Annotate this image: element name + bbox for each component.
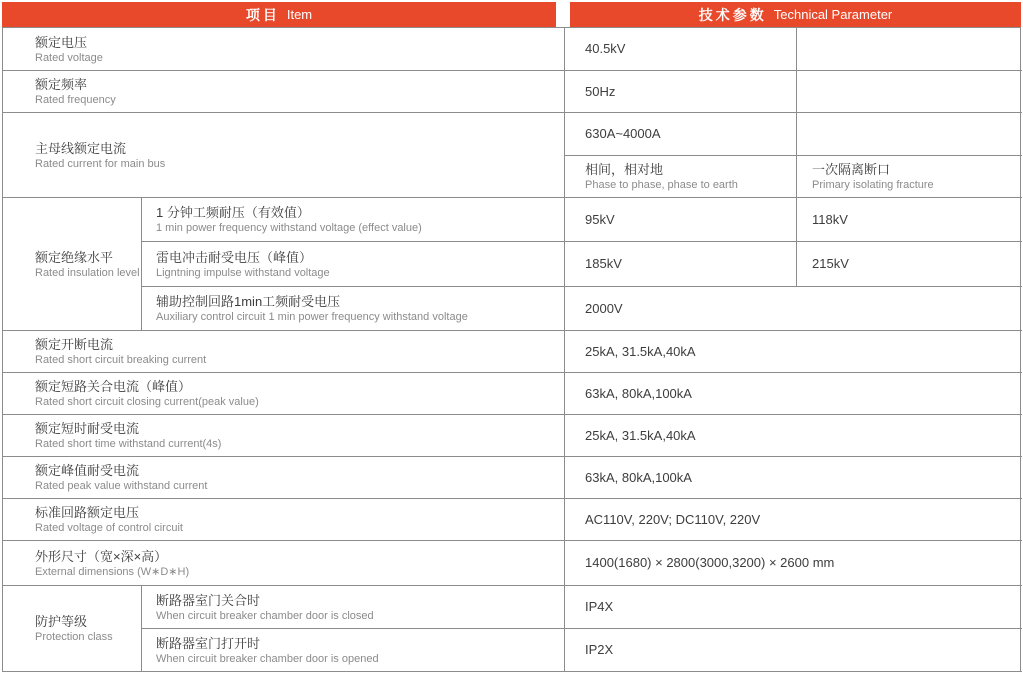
row-short-time-current-value <box>564 415 1022 457</box>
row-rated-frequency-value2-empty <box>796 71 1022 113</box>
row-control-voltage-label <box>3 499 564 541</box>
value-text: 50Hz <box>585 83 616 99</box>
label-zh: 主母线额定电流 <box>35 140 127 156</box>
value-text: 2000V <box>585 300 623 316</box>
label-en: Rated voltage <box>35 51 103 64</box>
row-breaking-current-label <box>3 331 564 373</box>
label-en: When circuit breaker chamber door is opened <box>156 652 379 665</box>
value-text: IP2X <box>585 642 614 657</box>
label-en: When circuit breaker chamber door is closed <box>156 609 374 622</box>
label-en: Rated short circuit closing current(peak value) <box>35 396 259 408</box>
label-en: Protection class <box>35 631 113 643</box>
label-en: Ligntning impulse withstand voltage <box>156 266 330 279</box>
label-zh: 防护等级 <box>35 614 88 629</box>
header-item-en: Item <box>286 7 313 22</box>
label-zh: 断路器室门关合时 <box>156 592 261 608</box>
row-short-time-current-label <box>3 415 564 457</box>
row-door-opened-label <box>141 629 564 672</box>
label-en: Phase to phase, phase to earth <box>585 179 738 191</box>
value-text: 40.5kV <box>585 41 626 56</box>
label-en: 1 min power frequency withstand voltage (effect value) <box>156 222 422 234</box>
label-zh: 1 分钟工频耐压（有效值） <box>156 205 310 220</box>
label-zh: 额定峰值耐受电流 <box>35 463 140 478</box>
label-zh: 额定频率 <box>35 77 88 92</box>
value-text: 63kA, 80kA,100kA <box>585 385 692 401</box>
group-insulation-label <box>3 198 141 331</box>
row-peak-current-value <box>564 457 1022 499</box>
label-zh: 额定短时耐受电流 <box>35 421 140 436</box>
label-en: External dimensions (W∗D∗H) <box>35 565 190 578</box>
row-lightning-impulse-label <box>141 242 564 287</box>
label-zh: 外形尺寸（宽×深×高） <box>35 548 168 564</box>
row-power-freq-withstand-value2 <box>796 198 1022 242</box>
label-en: Rated frequency <box>35 94 116 106</box>
label-zh: 断路器室门打开时 <box>156 635 261 651</box>
header-param-en: Technical Parameter <box>773 7 893 22</box>
label-zh: 额定电压 <box>35 34 88 50</box>
row-rated-frequency-label <box>3 71 564 113</box>
row-door-closed-label <box>141 586 564 629</box>
row-lightning-impulse-value2 <box>796 242 1022 287</box>
value-text: 118kV <box>812 211 848 227</box>
value-text: 1400(1680) × 2800(3000,3200) × 2600 mm <box>585 555 835 570</box>
value-text: 95kV <box>585 211 615 227</box>
cell-primary-isolating-fracture <box>796 156 1022 198</box>
value-text: 63kA, 80kA,100kA <box>585 469 692 485</box>
label-en: Auxiliary control circuit 1 min power frequency withstand voltage <box>156 311 468 323</box>
label-en: Rated voltage of control circuit <box>35 522 183 534</box>
spec-table <box>2 27 1021 672</box>
row-rated-voltage-value2-empty <box>796 28 1022 71</box>
label-en: Rated short circuit breaking current <box>35 354 207 366</box>
row-closing-current-label <box>3 373 564 415</box>
row-peak-current-label <box>3 457 564 499</box>
label-zh: 雷电冲击耐受电压（峰值） <box>156 249 313 265</box>
cell-phase-to-phase <box>564 156 796 198</box>
value-text: 25kA, 31.5kA,40kA <box>585 427 696 443</box>
row-door-closed-value <box>564 586 1022 629</box>
value-text: 185kV <box>585 256 622 271</box>
row-power-freq-withstand-label <box>141 198 564 242</box>
header-item-zh: 项目 <box>245 6 280 23</box>
label-zh: 一次隔离断口 <box>812 162 891 177</box>
row-rated-voltage-label <box>3 28 564 71</box>
header-param-zh: 技术参数 <box>698 6 767 23</box>
table-header <box>2 2 1021 27</box>
label-zh: 标准回路额定电压 <box>35 505 140 520</box>
label-en: Rated short time withstand current(4s) <box>35 438 222 450</box>
row-lightning-impulse-value1 <box>564 242 796 287</box>
group-protection-label <box>3 586 141 672</box>
row-closing-current-value <box>564 373 1022 415</box>
value-text: 215kV <box>812 256 849 271</box>
label-en: Rated peak value withstand current <box>35 480 208 492</box>
row-main-bus-current-value2-empty <box>796 113 1022 156</box>
label-zh: 辅助控制回路1min工频耐受电压 <box>156 294 341 309</box>
value-text: 25kA, 31.5kA,40kA <box>585 343 696 359</box>
label-en: Rated insulation level <box>35 266 140 279</box>
label-en: Rated current for main bus <box>35 157 166 170</box>
row-auxiliary-circuit-label <box>141 287 564 331</box>
row-auxiliary-circuit-value <box>564 287 1022 331</box>
label-zh: 相间，相对地 <box>585 162 664 177</box>
row-breaking-current-value <box>564 331 1022 373</box>
row-dimensions-label <box>3 541 564 586</box>
label-zh: 额定开断电流 <box>35 337 114 352</box>
row-door-opened-value <box>564 629 1022 672</box>
row-rated-voltage-value <box>564 28 796 71</box>
row-rated-frequency-value <box>564 71 796 113</box>
value-text: AC110V, 220V; DC110V, 220V <box>585 511 761 527</box>
value-text: 630A~4000A <box>585 126 661 141</box>
row-power-freq-withstand-value1 <box>564 198 796 242</box>
header-technical-parameter <box>570 2 1021 27</box>
row-control-voltage-value <box>564 499 1022 541</box>
row-dimensions-value <box>564 541 1022 586</box>
label-zh: 额定短路关合电流（峰值） <box>35 379 192 394</box>
label-en: Primary isolating fracture <box>812 179 934 191</box>
row-main-bus-current-label <box>3 113 564 198</box>
row-main-bus-current-value <box>564 113 796 156</box>
value-text: IP4X <box>585 599 614 614</box>
header-item <box>2 2 556 27</box>
label-zh: 额定绝缘水平 <box>35 249 114 265</box>
